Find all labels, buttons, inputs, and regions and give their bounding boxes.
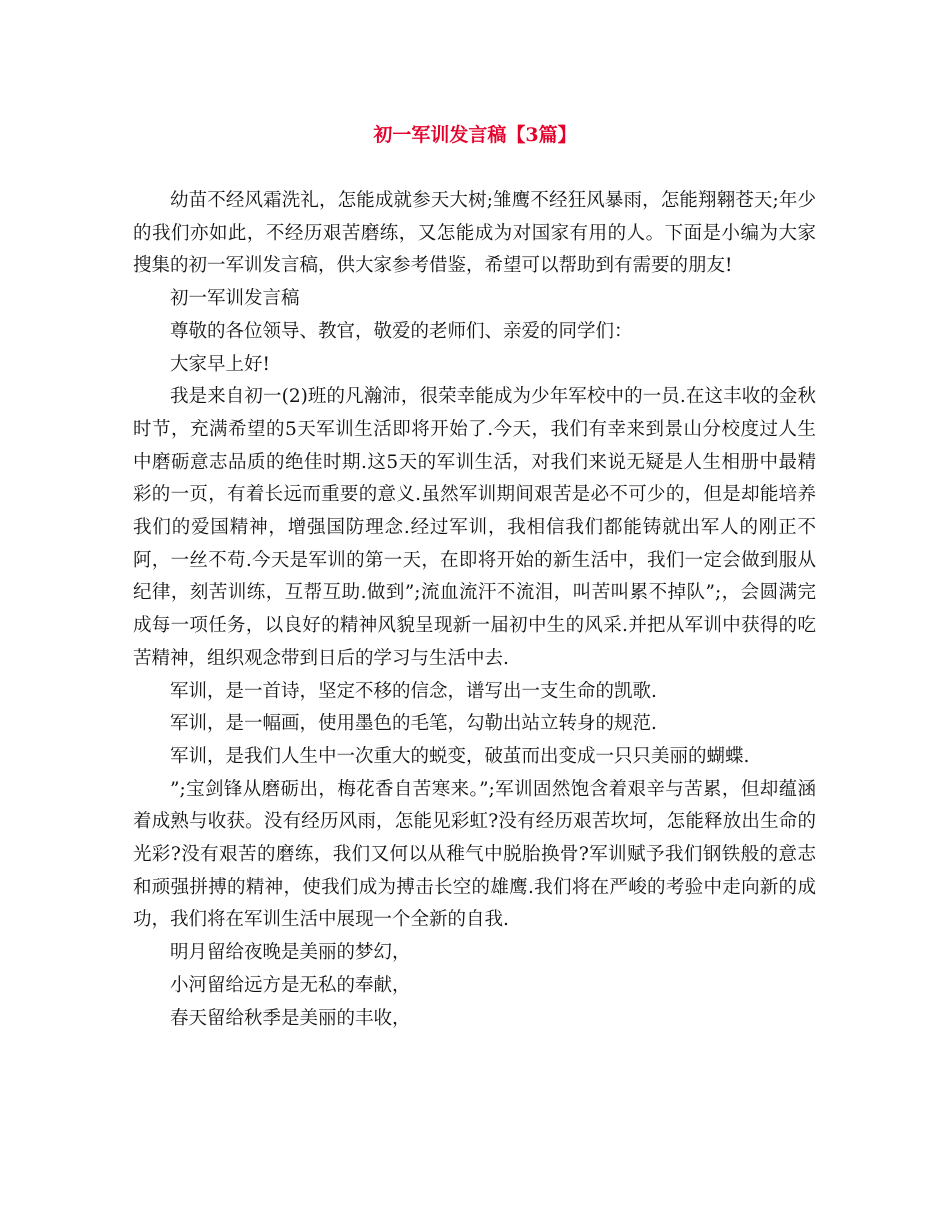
paragraph-heading: 初一军训发言稿	[170, 288, 300, 310]
paragraph-salutation: 尊敬的各位领导、教官，敬爱的老师们、亲爱的同学们：	[170, 320, 633, 342]
paragraph-body: 我是来自初一(2)班的凡瀚沛，很荣幸能成为少年军校中的一员.在这丰收的金秋时节，充满希望的5天军训生活即将开始了.今天，我们有幸来到景山分校度过人生中磨砺意志品质的绝佳时期.这5天的军训生活，对我们来说无疑是人生相册中最精彩的一页，有着长远而重要的意义.虽然军训期间艰苦是必不可少的，但是却能培养我们的爱国精神，增强国防理念.经过军训，我相信我们都能铸就出军人的刚正不阿，一丝不苟.今天是军训的第一天，在即将开始的新生活中，我们一定会做到服从纪律，刻苦训练，互帮互助.做到”;流血流汗不流泪，叫苦叫累不掉队”;，会圆满完成每一项任务，以良好的精神风貌呈现新一届初中生的风采.并把从军训中获得的吃苦精神，组织观念带到日后的学习与生活中去.	[133, 386, 816, 669]
paragraph-poem-2: 军训，是一幅画，使用墨色的毛笔，勾勒出站立转身的规范.	[170, 713, 657, 735]
paragraph-verse-3: 春天留给秋季是美丽的丰收，	[170, 1007, 411, 1029]
paragraph-verse-2: 小河留给远方是无私的奉献，	[170, 974, 411, 996]
paragraph-poem-1: 军训，是一首诗，坚定不移的信念，谱写出一支生命的凯歌.	[170, 680, 657, 702]
paragraph-verse-1: 明月留给夜晚是美丽的梦幻，	[170, 942, 411, 964]
paragraph-intro: 幼苗不经风霜洗礼，怎能成就参天大树;雏鹰不经狂风暴雨，怎能翔翱苍天;年少的我们亦如此，不经历艰苦磨练，又怎能成为对国家有用的人。下面是小编为大家搜集的初一军训发言稿，供大家参考借鉴，希望可以帮助到有需要的朋友!	[133, 190, 816, 277]
document-title: 初一军训发言稿【3篇】	[373, 124, 577, 146]
paragraph-poem-3: 军训，是我们人生中一次重大的蜕变，破茧而出变成一只只美丽的蝴蝶.	[170, 745, 750, 767]
paragraph-greeting: 大家早上好!	[170, 353, 270, 375]
paragraph-quote: ”;宝剑锋从磨砺出，梅花香自苦寒来。”;军训固然饱含着艰辛与苦累，但却蕴涵着成熟与收获。没有经历风雨，怎能见彩虹?没有经历艰苦坎坷，怎能释放出生命的光彩?没有艰苦的磨练，我们又何以从稚气中脱胎换骨?军训赋予我们钢铁般的意志和顽强拼搏的精神，使我们成为搏击长空的雄鹰.我们将在严峻的考验中走向新的成功，我们将在军训生活中展现一个全新的自我.	[133, 778, 816, 931]
document-body	[133, 185, 816, 1035]
